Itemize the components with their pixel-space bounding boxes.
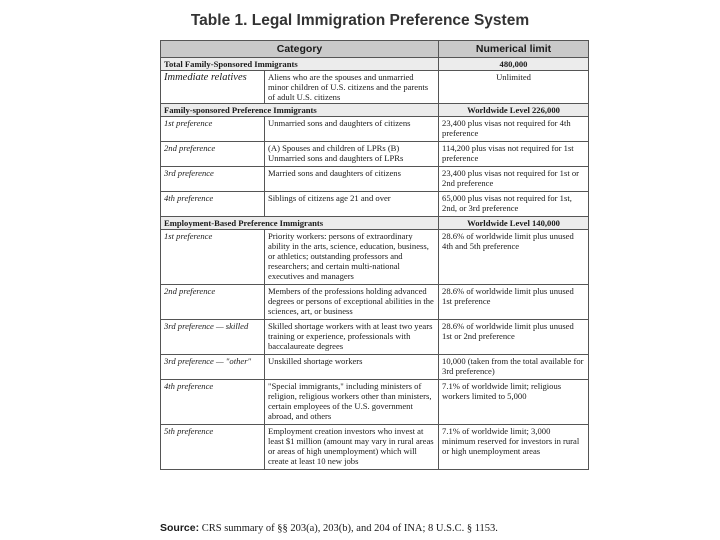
row-description: Unskilled shortage workers [265, 355, 439, 380]
table-row [161, 192, 589, 217]
row-description: Members of the professions holding advanced degrees or persons of exceptional abilities in the sciences, art, or business [265, 285, 439, 320]
row-limit: 28.6% of worldwide limit plus unused 1st or 2nd preference [439, 320, 589, 355]
header-limit: Numerical limit [439, 41, 589, 58]
row-category: 1st preference [161, 230, 265, 285]
table-title: Table 1. Legal Immigration Preference System [190, 12, 530, 29]
table-row [161, 167, 589, 192]
row-category: 4th preference [161, 192, 265, 217]
row-limit: 114,200 plus visas not required for 1st preference [439, 142, 589, 167]
section-row-total-family [161, 58, 589, 71]
row-limit: 23,400 plus visas not required for 4th preference [439, 117, 589, 142]
row-limit: 7.1% of worldwide limit; religious workers limited to 5,000 [439, 380, 589, 425]
row-description: "Special immigrants," including ministers of religion, religious workers other than ministers, certain employees of the U.S. government abroad, and others [265, 380, 439, 425]
row-category: 3rd preference — skilled [161, 320, 265, 355]
row-limit: 7.1% of worldwide limit; 3,000 minimum reserved for investors in rural or high unemployment areas [439, 425, 589, 470]
table-row [161, 142, 589, 167]
row-limit: 28.6% of worldwide limit plus unused 1st preference [439, 285, 589, 320]
table-row [161, 355, 589, 380]
table-row-immediate-relatives [161, 71, 589, 104]
row-limit: 23,400 plus visas not required for 1st or 2nd preference [439, 167, 589, 192]
section-label: Family-sponsored Preference Immigrants [161, 104, 439, 117]
section-label: Employment-Based Preference Immigrants [161, 217, 439, 230]
source-text: CRS summary of §§ 203(a), 203(b), and 204 of INA; 8 U.S.C. § 1153. [201, 523, 498, 534]
row-category: 5th preference [161, 425, 265, 470]
row-category: Immediate relatives [161, 71, 265, 104]
row-description: Siblings of citizens age 21 and over [265, 192, 439, 217]
row-description: Skilled shortage workers with at least two years training or experience, professionals with baccalaureate degrees [265, 320, 439, 355]
row-limit: 65,000 plus visas not required for 1st, 2nd, or 3rd preference [439, 192, 589, 217]
source-note [160, 522, 498, 534]
row-category: 3rd preference [161, 167, 265, 192]
row-category: 3rd preference — "other" [161, 355, 265, 380]
row-description: (A) Spouses and children of LPRs (B) Unmarried sons and daughters of LPRs [265, 142, 439, 167]
table-row [161, 380, 589, 425]
header-row [161, 41, 589, 58]
row-category: 4th preference [161, 380, 265, 425]
preference-table [160, 40, 589, 470]
row-category: 1st preference [161, 117, 265, 142]
table-row [161, 117, 589, 142]
row-limit: 28.6% of worldwide limit plus unused 4th and 5th preference [439, 230, 589, 285]
section-limit: Worldwide Level 226,000 [439, 104, 589, 117]
row-description: Unmarried sons and daughters of citizens [265, 117, 439, 142]
source-label: Source: [160, 522, 200, 534]
row-description: Priority workers: persons of extraordinary ability in the arts, science, education, business, or athletics; outstanding professors and researchers; and certain multi-national executives and managers [265, 230, 439, 285]
row-description: Aliens who are the spouses and unmarried minor children of U.S. citizens and the parents of adult U.S. citizens [265, 71, 439, 104]
table-row [161, 425, 589, 470]
table-row [161, 320, 589, 355]
section-label: Total Family-Sponsored Immigrants [161, 58, 439, 71]
row-limit: Unlimited [439, 71, 589, 104]
section-row-employment-preference [161, 217, 589, 230]
table-row [161, 285, 589, 320]
row-limit: 10,000 (taken from the total available for 3rd preference) [439, 355, 589, 380]
row-description: Employment creation investors who invest at least $1 million (amount may vary in rural areas or areas of high unemployment) which will create at least 10 new jobs [265, 425, 439, 470]
table-row [161, 230, 589, 285]
row-category: 2nd preference [161, 285, 265, 320]
row-category: 2nd preference [161, 142, 265, 167]
row-description: Married sons and daughters of citizens [265, 167, 439, 192]
section-limit: Worldwide Level 140,000 [439, 217, 589, 230]
section-row-family-preference [161, 104, 589, 117]
header-category: Category [161, 41, 439, 58]
section-limit: 480,000 [439, 58, 589, 71]
